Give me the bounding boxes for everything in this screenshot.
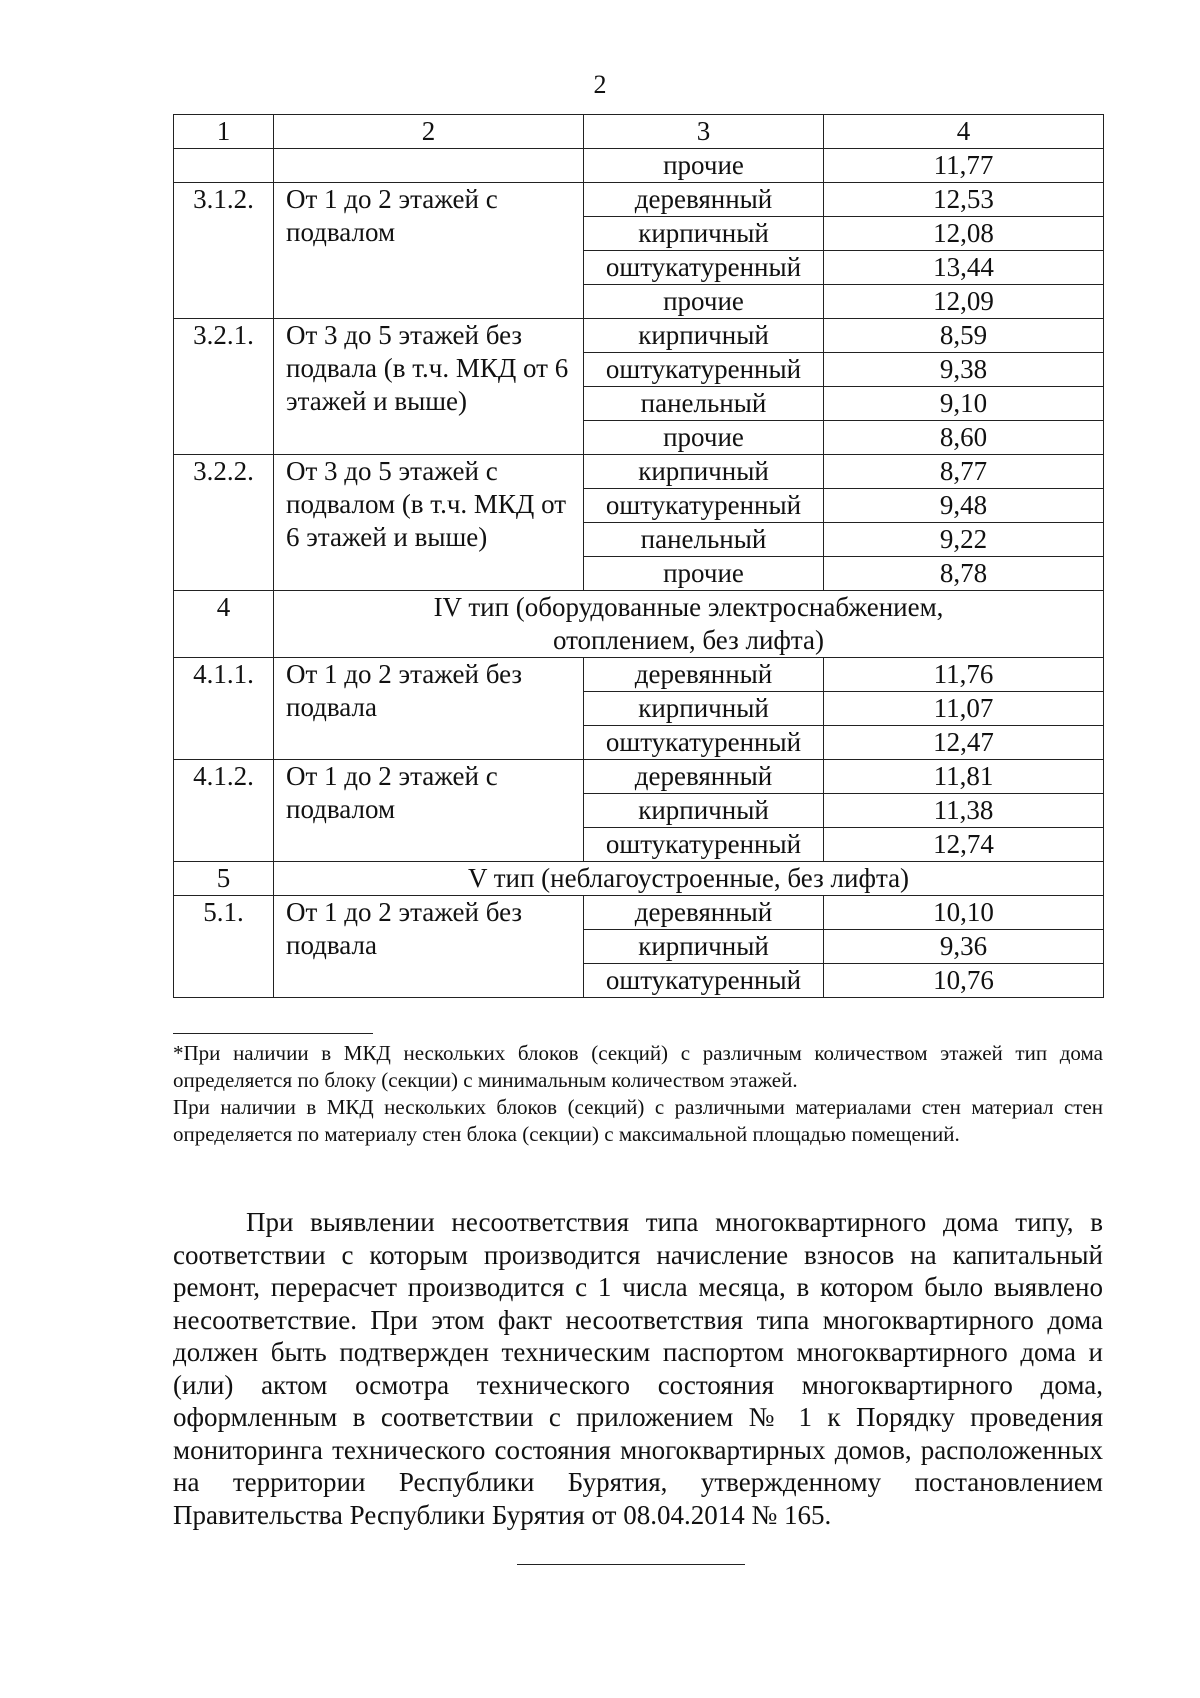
row-code: 3.1.2. [174, 183, 274, 319]
wall-material: кирпичный [584, 692, 824, 726]
section-title: V тип (неблагоустроенные, без лифта) [274, 862, 1104, 896]
rate-value: 11,38 [824, 794, 1104, 828]
column-header-2: 2 [274, 115, 584, 149]
table-row [174, 455, 1104, 489]
rate-value: 11,81 [824, 760, 1104, 794]
rate-value: 12,47 [824, 726, 1104, 760]
rate-value: 8,78 [824, 557, 1104, 591]
wall-material: деревянный [584, 183, 824, 217]
rate-value: 8,59 [824, 319, 1104, 353]
row-code: 5.1. [174, 896, 274, 998]
row-description: От 3 до 5 этажей без подвала (в т.ч. МКД от 6 этажей и выше) [274, 319, 584, 455]
rate-value: 12,09 [824, 285, 1104, 319]
rate-value: 8,77 [824, 455, 1104, 489]
rate-value: 9,10 [824, 387, 1104, 421]
section-title: IV тип (оборудованные электроснабжением, отоплением, без лифта) [274, 591, 1104, 658]
table-row [174, 896, 1104, 930]
column-header-3: 3 [584, 115, 824, 149]
end-of-document-line [517, 1564, 745, 1565]
rate-value: 11,76 [824, 658, 1104, 692]
rate-value: 12,08 [824, 217, 1104, 251]
row-description: От 1 до 2 этажей без подвала [274, 896, 584, 998]
rate-value: 9,36 [824, 930, 1104, 964]
wall-material: оштукатуренный [584, 726, 824, 760]
rates-table-body [174, 115, 1104, 998]
wall-material: оштукатуренный [584, 251, 824, 285]
page-number: 2 [593, 70, 607, 99]
rates-table [173, 114, 1104, 998]
row-code [174, 149, 274, 183]
footnotes [173, 1040, 1103, 1148]
wall-material: деревянный [584, 896, 824, 930]
rate-value: 12,74 [824, 828, 1104, 862]
rate-value: 11,07 [824, 692, 1104, 726]
rates-table-wrapper [173, 114, 1103, 998]
footnote-floors: *При наличии в МКД нескольких блоков (секций) с различным количеством этажей тип дома определяется по блоку (секции) с минимальным количеством этажей. [173, 1041, 1103, 1092]
rate-value: 9,48 [824, 489, 1104, 523]
row-description: От 1 до 2 этажей с подвалом [274, 760, 584, 862]
wall-material: оштукатуренный [584, 828, 824, 862]
recalculation-paragraph: При выявлении несоответствия типа многоквартирного дома типу, в соответствии с которым производится начисление взносов на капитальный ремонт, перерасчет производится с 1 числа месяца, в котором было выявлено несоответствие. При этом факт несоответствия типа многоквартирного дома должен быть подтвержден техническим паспортом многоквартирного дома и (или) актом осмотра технического состояния многоквартирного дома, оформленным в соответствии с приложением № 1 к Порядку проведения мониторинга технического состояния многоквартирных домов, расположенных на территории Республики Бурятия, утвержденному постановлением Правительства Республики Бурятия от 08.04.2014 № 165. [173, 1207, 1103, 1530]
wall-material: оштукатуренный [584, 964, 824, 998]
row-code: 4.1.2. [174, 760, 274, 862]
row-code: 3.2.1. [174, 319, 274, 455]
wall-material: кирпичный [584, 319, 824, 353]
wall-material: прочие [584, 149, 824, 183]
rate-value: 13,44 [824, 251, 1104, 285]
table-row [174, 149, 1104, 183]
column-header-4: 4 [824, 115, 1104, 149]
row-code: 3.2.2. [174, 455, 274, 591]
wall-material: кирпичный [584, 217, 824, 251]
row-code: 4.1.1. [174, 658, 274, 760]
row-description: От 1 до 2 этажей с подвалом [274, 183, 584, 319]
row-description: От 1 до 2 этажей без подвала [274, 658, 584, 760]
rate-value: 12,53 [824, 183, 1104, 217]
rate-value: 10,10 [824, 896, 1104, 930]
rate-value: 9,22 [824, 523, 1104, 557]
rate-value: 8,60 [824, 421, 1104, 455]
table-row [174, 658, 1104, 692]
wall-material: прочие [584, 557, 824, 591]
wall-material: оштукатуренный [584, 353, 824, 387]
table-row [174, 760, 1104, 794]
row-description: От 3 до 5 этажей с подвалом (в т.ч. МКД от 6 этажей и выше) [274, 455, 584, 591]
section-code: 5 [174, 862, 274, 896]
row-description [274, 149, 584, 183]
footnote-separator [173, 1033, 373, 1034]
rate-value: 11,77 [824, 149, 1104, 183]
wall-material: панельный [584, 523, 824, 557]
wall-material: деревянный [584, 658, 824, 692]
table-header-row [174, 115, 1104, 149]
section-row [174, 591, 1104, 658]
rate-value: 10,76 [824, 964, 1104, 998]
wall-material: оштукатуренный [584, 489, 824, 523]
wall-material: кирпичный [584, 455, 824, 489]
rate-value: 9,38 [824, 353, 1104, 387]
wall-material: кирпичный [584, 930, 824, 964]
section-row [174, 862, 1104, 896]
table-row [174, 183, 1104, 217]
wall-material: кирпичный [584, 794, 824, 828]
wall-material: панельный [584, 387, 824, 421]
wall-material: прочие [584, 285, 824, 319]
table-row [174, 319, 1104, 353]
footnote-wall-material: При наличии в МКД нескольких блоков (секций) с различными материалами стен материал стен определяется по материалу стен блока (секции) с максимальной площадью помещений. [173, 1095, 1103, 1146]
section-code: 4 [174, 591, 274, 658]
wall-material: деревянный [584, 760, 824, 794]
column-header-1: 1 [174, 115, 274, 149]
wall-material: прочие [584, 421, 824, 455]
